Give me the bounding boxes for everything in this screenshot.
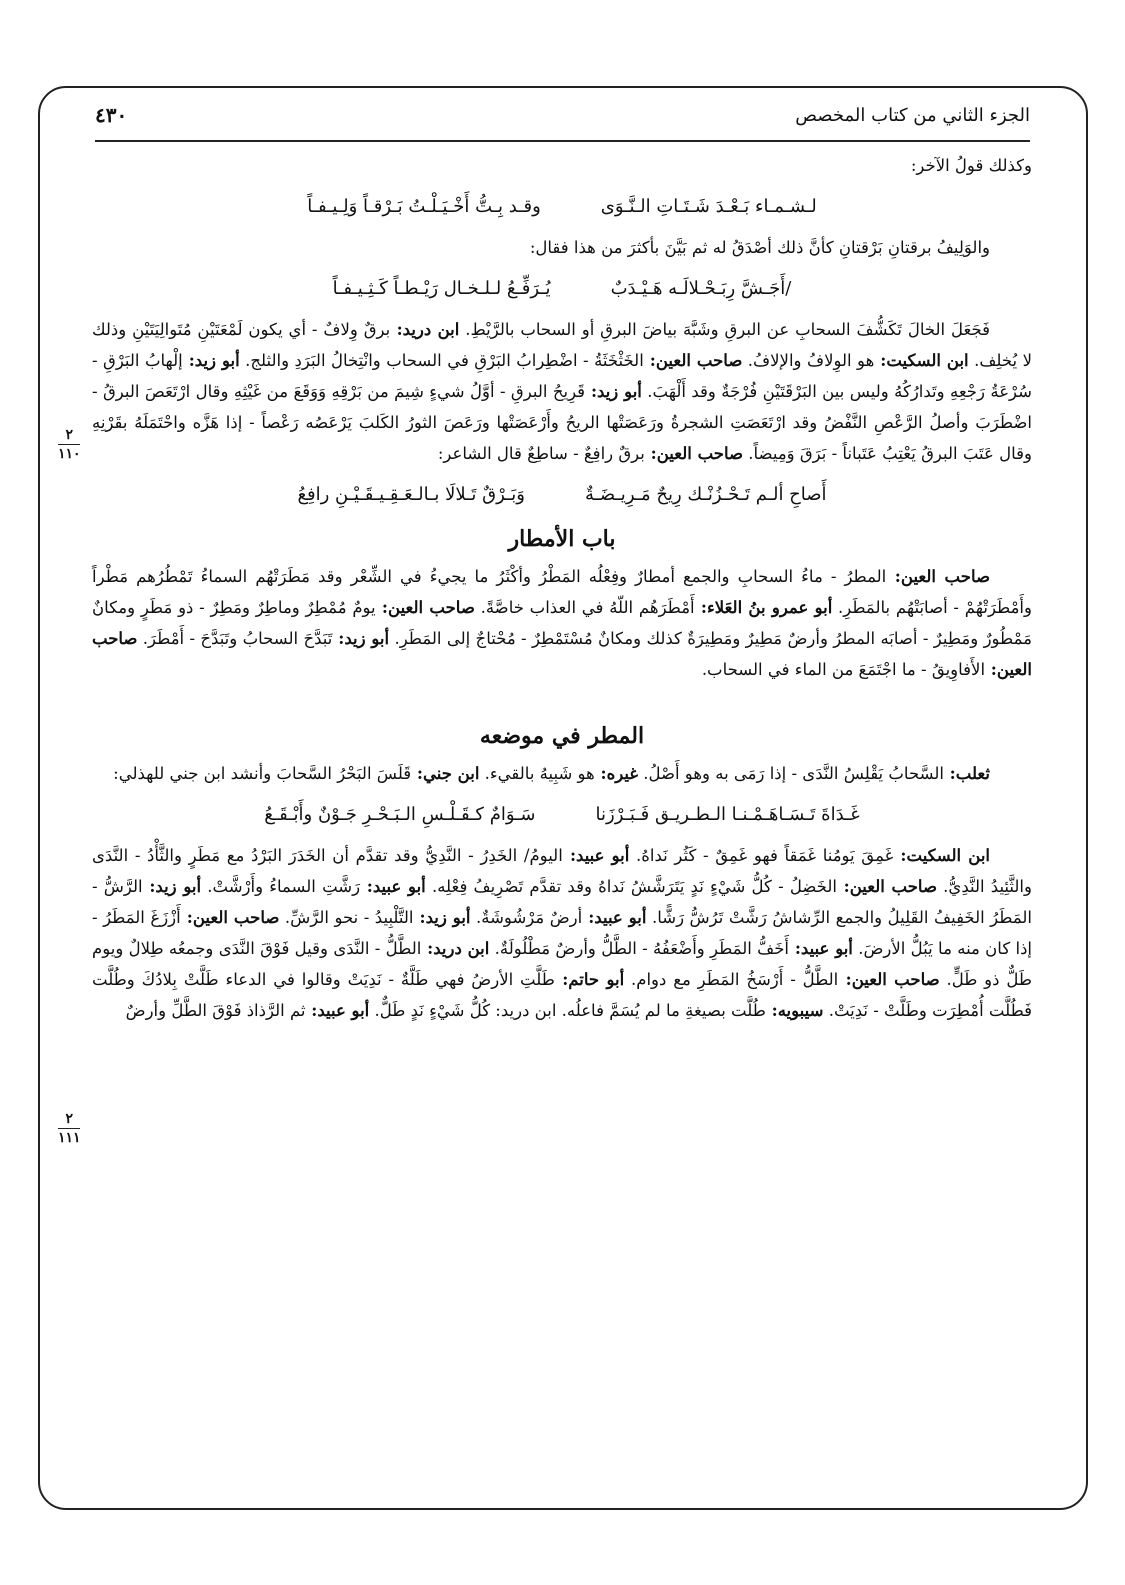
speaker-name: ابن دريد: — [390, 320, 460, 339]
section-spacer — [92, 685, 1032, 707]
speaker-name: صاحب العين: — [836, 877, 937, 896]
text-run: اليومُ/ الخَدِرُ - النَّدِيُّ وقد تقدَّم أن الخَدَرَ البَرْدُ مع مَطَرٍ والثَّأْدُ - النَّدَى والثَّئِيدُ النَّدِيُّ. — [92, 846, 1032, 896]
text-run: يومٌ مُمْطِرٌ وماطِرٌ ومَطِرٌ - ذو مَطَرٍ ومكانٌ مَمْطُورٌ ومَطِيرٌ - أصابَه المطرُ وأرضٌ مَطِيرٌ ومَطِيرَةٌ كذلك ومكانٌ مُسْتَمْطِرٌ - مُحْتاجٌ إلى المَطَرِ. — [92, 598, 1032, 648]
main-text — [92, 150, 1032, 1026]
text-run: التَّلْبِيدُ - نحو الرَّشِّ. — [279, 908, 414, 927]
speaker-name: أبو زيد: — [142, 877, 202, 896]
speaker-name: أبو عبيد: — [360, 877, 426, 896]
speaker-name: صاحب العين: — [643, 351, 743, 370]
book-title: الجزء الثاني من كتاب المخصص — [795, 104, 1030, 126]
speaker-name: أبو زيد: — [413, 908, 471, 927]
text-run: برقٌ وِلافٌ - أي يكون لَمْعَتَيْنِ مُتَوالِيَتَيْنِ وذلك لا يُخلِف. — [92, 320, 1032, 370]
explanation-line: والوَلِيفُ برقتانِ بَرْقتانِ كأنَّ ذلك أصْدَقُ له ثم بَيَّنَ بأكثرَ من هذا فقال: — [529, 238, 990, 257]
verse-hemistich-second: يُـرَفِّـعُ لـلـخـال رَيْـطـاً كَـثِـيـفـاً — [332, 278, 551, 299]
speaker-name: أبو زيد: — [585, 382, 642, 401]
verse-hemistich-second: سَـوَامٌ كـقَـلْـسِ الـبَـحْـرِ جَـوْنٌ وأَبْـقَـعُ — [264, 804, 536, 825]
speaker-name: أبو زيد: — [332, 629, 390, 648]
speaker-name: أبو زيد: — [182, 351, 240, 370]
text-run: ثم الرَّذاذ فَوْقَ الطَّلِّ وأرضٌ — [125, 1001, 306, 1020]
verse-3 — [92, 479, 1032, 510]
text-run: تَبَدَّحَ السحابُ وتَبَدَّحَ - أَمْطَرَ. — [137, 629, 333, 648]
text-run: الطَّلُّ - أَرْسَخُ المَطَرِ مع دوام. — [624, 970, 839, 989]
speaker-name: صاحب العين: — [886, 567, 990, 586]
text-run: هو الوِلافُ والإلافُ. — [742, 351, 875, 370]
text-run: أرضٌ مَرْشُوشَةٌ. — [470, 908, 583, 927]
margin-reference-2 — [58, 1112, 81, 1145]
speaker-name: أبو عبيد: — [582, 908, 647, 927]
verse-hemistich-first: غَـدَاةَ تَـسَـاهَـمْـنـا الـطـريـق فَـبَـرْزَنا — [595, 804, 860, 825]
text-run: غَمِقَ يَومُنا غَمَقاً فهو غَمِقٌ - كَثُر نَداهُ. — [629, 846, 894, 865]
margin-ref-volume: ٢ — [65, 1111, 74, 1127]
text-run: إلْهابُ البَرْقِ - سُرْعَةُ رَجْعِهِ وتَدارُكُهُ وليس بين البَرْقَتَيْنِ فُرْجَةٌ وقد أَلْهَبَ. — [92, 351, 1032, 401]
text-run: طُلَّت بصيغةِ ما لم يُسَمَّ فاعلُه. ابن دريد: كُلُّ شَيْءٍ نَدٍ طَلٌّ. — [369, 1001, 766, 1020]
verse-1 — [92, 191, 1032, 222]
margin-ref-bar — [58, 444, 80, 445]
text-run: المطرُ - ماءُ السحابِ والجمع أمطارٌ وفِعْلُه المَطْرُ وأكْثَرُ ما يجيءُ في الشِّعْر وقد مَطَرَتْهُم السماءُ تَمْطُرُهم مَطْراً وأَمْطَرَتْهُمْ - أصابَتْهُم بالمَطَرِ. — [92, 567, 1032, 617]
speaker-name: ابن السكيت: — [874, 351, 969, 370]
verse-hemistich-first: /أَجَـشَّ رِبَـحْـلالَـه هَـيْـدَبٌ — [610, 278, 792, 299]
speaker-name: ابن دريد: — [421, 939, 490, 958]
speaker-name: صاحب العين: — [644, 444, 744, 463]
text-run: أَمْطَرَهُم اللّهُ في العذاب خاصَّةً. — [474, 598, 695, 617]
speaker-name: أبو عبيد: — [305, 1001, 370, 1020]
paragraph-thaalab — [92, 758, 1032, 789]
text-run: قَرِيحُ البرقِ - أوَّلُ شيءٍ شِيمَ من بَرْقِهِ وَوَقَعَ من غَيْثِهِ وقال ارْتَعَصَ البرقُ - اضْطَرَبَ وأصلُ الرَّعْصِ النَّفْضُ وقد ارْتَعَصَتِ الشجرةُ ورَعَصَتْها الريحُ وأَرْعَصَتْها ورَعَصَ الثورُ الكَلبَ يَرْعَصُه رَعْصاً - إذا هَزَّه واحْتَمَلَهُ بقَرْنِهِ وقال عَتَبَ البرقُ يَعْتِبُ عَتَباناً - بَرَقَ وَمِيضاً. — [92, 382, 1032, 463]
text-run: السَّحابُ يَقْلِسُ النَّدَى - إذا رَمَى به وهو أَصْلُ. — [637, 764, 944, 783]
section-heading-rain-in-place: المطر في موضعه — [479, 723, 645, 749]
text-run: رَشَّتِ السماءُ وأَرْشَّتْ. — [201, 877, 361, 896]
speaker-name: ابن جني: — [411, 764, 480, 783]
margin-ref-volume: ٢ — [65, 427, 74, 443]
text-run: الأَفاوِيقُ - ما اجْتَمَعَ من الماء في السحاب. — [701, 660, 986, 679]
paragraph-rains — [92, 561, 1032, 685]
verse-hemistich-first: لـشـمـاء بَـعْـدَ شَـتَـاتِ الـنَّـوَى — [600, 196, 817, 217]
text-run: الرَّشُّ - المَطَرُ الخَفِيفُ القَلِيلُ والجمع الرِّشاشُ رَشَّتْ تَرُشُّ رَشًّا. — [92, 877, 1032, 927]
text-run: فَجَعَلَ الخالَ تَكَشُّفَ السحابِ عن البرقِ وشَبَّهَ بياضَ البرقِ أو السحاب بالرَّيْطِ. — [459, 320, 990, 339]
verse-2 — [92, 273, 1032, 304]
speaker-name: صاحب العين: — [838, 970, 940, 989]
speaker-name: سيبويه: — [765, 1001, 824, 1020]
verse-hemistich-second: وقـد بِـتُّ أَخْـيَـلْـتُ بَـرْقـاً وَلِـيـفـاً — [307, 196, 541, 217]
section-heading-rains: باب الأمطار — [508, 526, 616, 552]
verse-hemistich-first: أَصاحِ ألـم تَـحْـزُنْـك رِيحٌ مَـرِيـضَـةٌ — [585, 484, 827, 505]
text-run: برقٌ رافِعٌ - ساطِعٌ قال الشاعر: — [437, 444, 645, 463]
text-run: قَلَسَ البَحْرُ السَّحابَ وأنشد ابن جني للهذلي: — [113, 764, 412, 783]
text-run: هو شَبِيهُ بالقيء. — [479, 764, 595, 783]
margin-ref-page: ١١٠ — [58, 446, 81, 462]
text-run: أَزْزَغَ المَطَرُ - إذا كان منه ما يَبُلُّ الأرضَ. — [92, 908, 1033, 958]
text-run: أَخَفُّ المَطَرِ وأَضْعَفُهُ - الطَّلُّ وأرضٌ مَطْلُولَةٌ. — [489, 939, 790, 958]
page-number: ٤٣٠ — [95, 103, 128, 127]
running-header — [95, 92, 1030, 138]
speaker-name: صاحب العين: — [375, 598, 475, 617]
margin-reference-1 — [58, 428, 81, 461]
intro-line: وكذلك قولُ الآخر: — [910, 156, 1032, 175]
speaker-name: أبو حاتم: — [554, 970, 625, 989]
text-run: الخَثْخَثَةُ - اضْطِرابُ البَرْقِ في السحاب وانْتِخالُ البَرَدِ والثلج. — [239, 351, 644, 370]
margin-ref-bar — [58, 1128, 80, 1129]
text-run: طَلَّتِ الأرضُ فهي طَلَّةٌ - نَدِيَتْ وقالوا في الدعاء طَلَّتْ بِلادُكَ وطُلَّت فَطُلَّت أُمْطِرَت وطَلَّتْ - نَدِيَتْ. — [92, 970, 1032, 1020]
speaker-name: أبو عمرو بنُ العَلاء: — [694, 598, 833, 617]
speaker-name: غيره: — [594, 764, 638, 783]
header-rule — [95, 140, 1030, 142]
speaker-name: ابن السكيت: — [893, 846, 991, 865]
speaker-name: صاحب العين: — [180, 908, 280, 927]
speaker-name: أبو عبيد: — [562, 846, 630, 865]
margin-ref-page: ١١١ — [58, 1130, 81, 1146]
verse-hemistich-second: وَبَـرْقٌ تَـلالَا بـالـعَـقِـيـقَـيْـنِ رافِعُ — [297, 484, 525, 505]
speaker-name: ثعلب: — [943, 764, 990, 783]
speaker-name: أبو عبيد: — [789, 939, 853, 958]
text-run: الخَضِلُ - كُلُّ شَيْءٍ نَدٍ يَتَرَشَّشُ نَداهُ وقد تقدَّم تَصْرِيفُ فِعْلِه. — [425, 877, 837, 896]
speaker-name: صاحب العين: — [92, 629, 1032, 679]
paragraph-lightning — [92, 314, 1032, 469]
paragraph-dew — [92, 840, 1032, 1026]
verse-4 — [92, 799, 1032, 830]
text-run: الطَّلُّ - النَّدَى وقيل فَوْقَ النَّدَى وجمعُه طِلالٌ ويوم طَلٌّ ذو طَلٍّ. — [92, 939, 1032, 989]
